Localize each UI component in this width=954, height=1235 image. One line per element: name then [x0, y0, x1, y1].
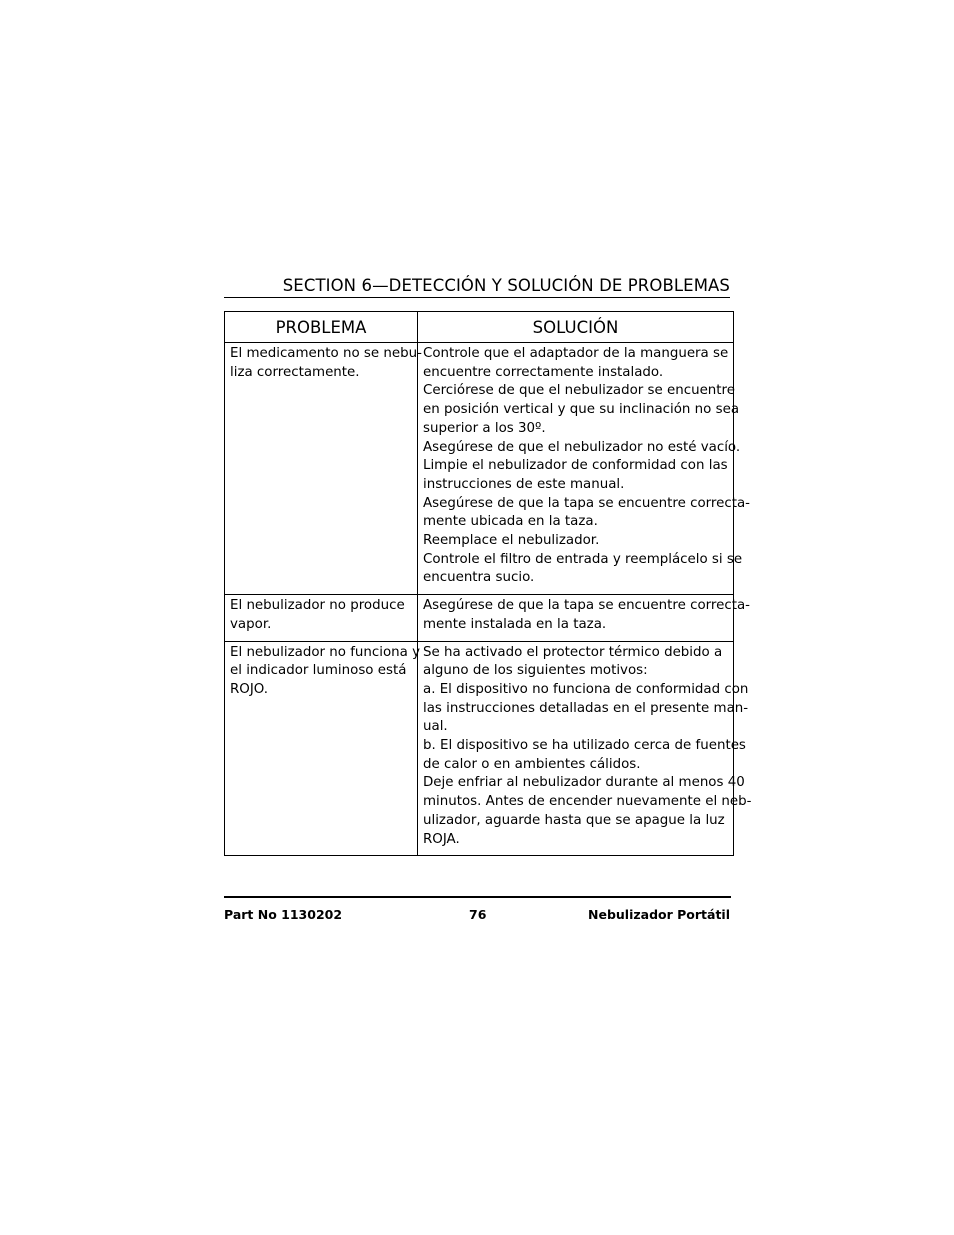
column-header-solucion: SOLUCIÓN	[418, 312, 734, 343]
solution-line: ulizador, aguarde hasta que se apague la luz	[423, 812, 725, 828]
solution-line: Controle que el adaptador de la manguera se	[423, 346, 729, 361]
solution-cell	[418, 343, 751, 595]
solution-line: encuentra sucio.	[423, 570, 535, 586]
solution-line: de calor o en ambientes cálidos.	[423, 756, 641, 772]
table-row	[225, 595, 734, 641]
table-header-row	[225, 312, 734, 343]
solution-line: Asegúrese de que la tapa se encuentre correcta-	[423, 495, 751, 511]
solution-cell	[418, 641, 752, 856]
solution-line: en posición vertical y que su inclinación no sea	[423, 402, 740, 418]
footer-part-number: Part No 1130202	[224, 907, 343, 922]
solution-line: Cerciórese de que el nebulizador se encuentre	[423, 383, 735, 399]
solution-line: las instrucciones detalladas en el presente man-	[423, 700, 749, 716]
solution-line: alguno de los siguientes motivos:	[423, 663, 648, 679]
troubleshooting-table	[224, 311, 752, 856]
problem-line: ROJO.	[230, 681, 269, 697]
solution-line: Limpie el nebulizador de conformidad con las	[423, 458, 728, 474]
column-header-problema: PROBLEMA	[225, 312, 418, 343]
problem-cell	[225, 343, 422, 595]
solution-line: minutos. Antes de encender nuevamente el neb-	[423, 794, 752, 810]
solution-line: Reemplace el nebulizador.	[423, 533, 600, 549]
footer-divider	[224, 896, 731, 898]
problem-line: el indicador luminoso está	[230, 663, 407, 679]
solution-line: Deje enfriar al nebulizador durante al menos 40	[423, 775, 745, 791]
solution-line: mente instalada en la taza.	[423, 616, 607, 632]
section-title: SECTION 6—DETECCIÓN Y SOLUCIÓN DE PROBLEMAS	[282, 276, 730, 295]
solution-line: ROJA.	[423, 831, 460, 847]
footer-page-number: 76	[469, 907, 487, 922]
problem-line: El medicamento no se nebu-	[230, 346, 422, 361]
solution-line: Asegúrese de que la tapa se encuentre correcta-	[423, 598, 751, 614]
solution-cell	[418, 595, 751, 641]
solution-line: b. El dispositivo se ha utilizado cerca de fuentes	[423, 738, 746, 754]
solution-line: encuentre correctamente instalado.	[423, 364, 664, 380]
table-row	[225, 343, 734, 595]
problem-cell	[225, 595, 418, 641]
solution-line: mente ubicada en la taza.	[423, 514, 598, 530]
table-row	[225, 641, 734, 856]
solution-line: Se ha activado el protector térmico debido a	[423, 644, 723, 660]
solution-line: superior a los 30º.	[423, 420, 546, 436]
solution-line: Controle el filtro de entrada y reemplácelo si se	[423, 551, 743, 567]
solution-line: ual.	[423, 719, 448, 735]
problem-cell	[225, 641, 421, 856]
solution-line: Asegúrese de que el nebulizador no esté vacío.	[423, 439, 741, 455]
problem-line: liza correctamente.	[230, 364, 360, 380]
problem-line: El nebulizador no funciona y	[230, 644, 421, 660]
problem-line: vapor.	[230, 616, 272, 632]
section-header	[224, 274, 730, 298]
problem-line: El nebulizador no produce	[230, 598, 405, 614]
solution-line: instrucciones de este manual.	[423, 476, 625, 492]
solution-line: a. El dispositivo no funciona de conformidad con	[423, 681, 749, 697]
footer-product-name: Nebulizador Portátil	[588, 907, 730, 922]
